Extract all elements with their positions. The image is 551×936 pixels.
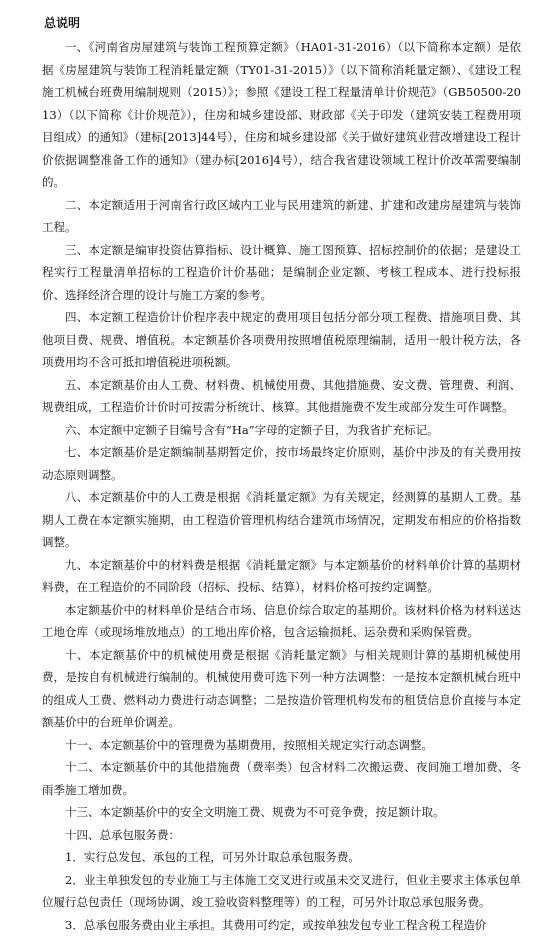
section-heading: 总说明 <box>44 14 521 31</box>
paragraph-9: 九、本定额基价中的材料费是根据《消耗量定额》与本定额基价的材料单价计算的基期材料费，在工程造价的不同阶段（招标、投标、结算），材料价格可按约定调整。 <box>42 554 521 599</box>
paragraph-6: 六、本定额中定额子目编号含有“Ha”字母的定额子目，为我省扩充标记。 <box>42 419 521 442</box>
paragraph-3: 三、本定额是编审投资估算指标、设计概算、施工图预算、招标控制价的依据；是建设工程实行工程量清单招标的工程造价计价基础；是编制企业定额、考核工程成本、进行投标报价、选择经济合理的设计与施工方案的参考。 <box>42 239 521 307</box>
paragraph-9-cont: 本定额基价中的材料单价是结合市场、信息价综合取定的基期价。该材料价格为材料送达工地仓库（或现场堆放地点）的工地出库价格，包含运输损耗、运杂费和采购保管费。 <box>42 599 521 644</box>
paragraph-10: 十、本定额基价中的机械使用费是根据《消耗量定额》与相关规则计算的基期机械使用费，是按自有机械进行编制的。机械使用费可选下列一种方法调整：一是按本定额机械台班中的组成人工费、燃料动力费进行动态调整；二是按造价管理机构发布的租赁信息价直接与本定额基价中的台班单价调差。 <box>42 644 521 734</box>
paragraph-7: 七、本定额基价是定额编制基期暂定价，按市场最终定价原则，基价中涉及的有关费用按动态原则调整。 <box>42 441 521 486</box>
paragraph-14: 十四、总承包服务费： <box>42 824 521 847</box>
paragraph-11: 十一、本定额基价中的管理费为基期费用，按照相关规定实行动态调整。 <box>42 734 521 757</box>
list-item-3: 3．总承包服务费由业主承担。其费用可约定，或按单独发包专业工程含税工程造价 <box>42 914 521 936</box>
paragraph-1: 一、《河南省房屋建筑与装饰工程预算定额》（HA01-31-2016）（以下简称本定额）是依据《房屋建筑与装饰工程消耗量定额（TY01-31-2015）》（以下简称消耗量定额）、《建设工程施工机械台班费用编制规则（2015）》；参照《建设工程工程量清单计价规范》（GB50500-2013）（以下简称《计价规范》），住房和城乡建设部、财政部《关于印发（建筑安装工程费用项目组成）的通知》（建标[2013]44号），住房和城乡建设部《关于做好建筑业营改增建设工程计价依据调整准备工作的通知》（建办标[2016]4号），结合我省建设领域工程计价改革需要编制的。 <box>42 36 521 194</box>
paragraph-13: 十三、本定额基价中的安全文明施工费、规费为不可竞争费，按足额计取。 <box>42 801 521 824</box>
paragraph-2: 二、本定额适用于河南省行政区域内工业与民用建筑的新建、扩建和改建房屋建筑与装饰工程。 <box>42 194 521 239</box>
paragraph-8: 八、本定额基价中的人工费是根据《消耗量定额》为有关规定，经测算的基期人工费。基期人工费在本定额实施期，由工程造价管理机构结合建筑市场情况，定期发布相应的价格指数调整。 <box>42 486 521 554</box>
list-item-1: 1．实行总发包、承包的工程，可另外计取总承包服务费。 <box>42 846 521 869</box>
paragraph-12: 十二、本定额基价中的其他措施费（费率类）包含材料二次搬运费、夜间施工增加费、冬雨季施工增加费。 <box>42 756 521 801</box>
list-item-2: 2．业主单独发包的专业施工与主体施工交叉进行或虽未交叉进行，但业主要求主体承包单位履行总包责任（现场协调、竣工验收资料整理等）的工程，可另外计取总承包服务费。 <box>42 869 521 914</box>
paragraph-4: 四、本定额工程造价计价程序表中规定的费用项目包括分部分项工程费、措施项目费、其他项目费、规费、增值税。本定额基价各项费用按照增值税原理编制，适用一般计税方法，各项费用均不含可抵扣增值税进项税额。 <box>42 306 521 374</box>
paragraph-5: 五、本定额基价由人工费、材料费、机械使用费、其他措施费、安文费、管理费、利润、规费组成，工程造价计价时可按需分析统计、核算。其他措施费不发生或部分发生可作调整。 <box>42 374 521 419</box>
